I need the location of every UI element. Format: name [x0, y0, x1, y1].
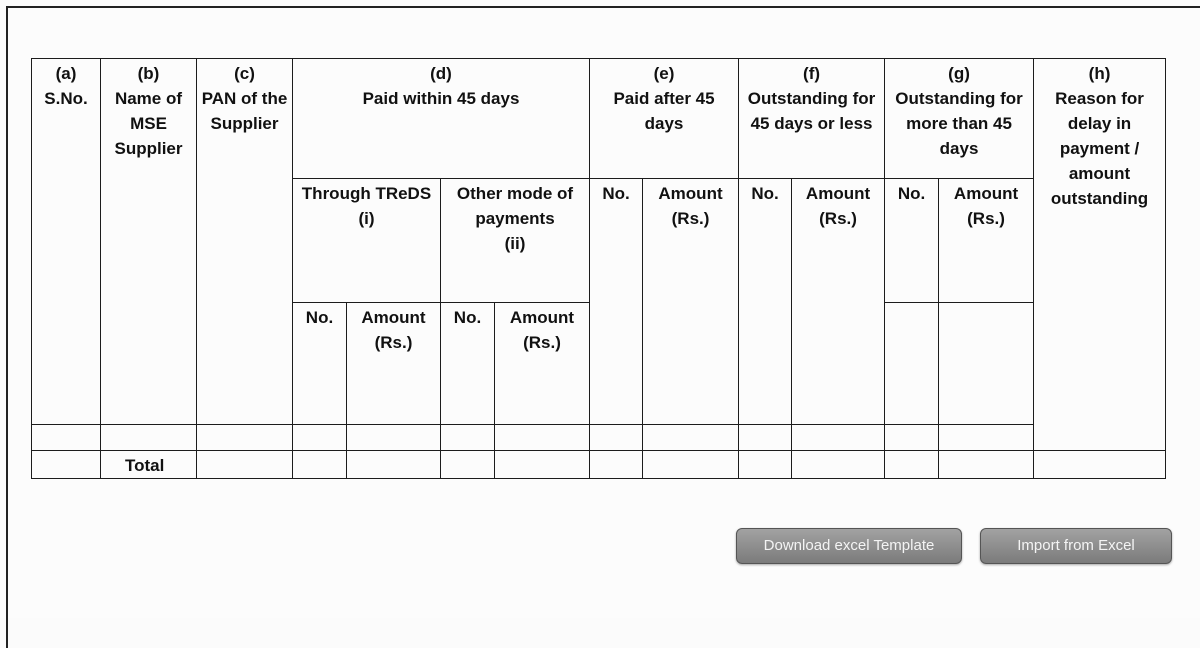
cell-g-amount-blank [939, 303, 1034, 425]
table-cell[interactable] [739, 425, 792, 451]
table-cell[interactable] [293, 425, 347, 451]
header-supplier-name [101, 59, 197, 425]
table-cell[interactable] [885, 451, 939, 479]
table-cell[interactable] [495, 451, 590, 479]
col-d-ii-no: No. [441, 303, 495, 425]
cell-g-no-blank [885, 303, 939, 425]
table-cell[interactable] [101, 425, 197, 451]
msme-payment-table [31, 58, 1166, 479]
header-letter: (g) [948, 64, 970, 83]
table-cell[interactable] [643, 451, 739, 479]
import-from-excel-button[interactable]: Import from Excel [980, 528, 1172, 564]
header-title: Paid after 45 days [613, 89, 715, 133]
header-letter: (f) [803, 64, 821, 83]
col-e-amount: Amount (Rs.) [643, 179, 739, 425]
table-cell[interactable] [347, 425, 441, 451]
header-paid-after-45 [590, 59, 739, 179]
col-d-i-amount: Amount (Rs.) [347, 303, 441, 425]
subheader-through-treds [293, 179, 441, 303]
header-paid-within-45 [293, 59, 590, 179]
header-title: Name of MSE Supplier [114, 89, 183, 158]
header-title: Outstanding for 45 days or less [747, 89, 876, 133]
header-letter: (b) [137, 64, 160, 83]
col-e-no: No. [590, 179, 643, 425]
table-cell[interactable] [939, 425, 1034, 451]
header-sno [32, 59, 101, 425]
col-g-no: No. [885, 179, 939, 303]
header-letter: (c) [234, 64, 255, 83]
table-cell[interactable] [1034, 451, 1166, 479]
table-cell[interactable] [939, 451, 1034, 479]
download-excel-template-button[interactable]: Download excel Template [736, 528, 962, 564]
table-cell[interactable] [590, 425, 643, 451]
subheader-title: Other mode of payments [456, 184, 574, 228]
total-label: Total [101, 451, 197, 479]
table-cell[interactable] [885, 425, 939, 451]
subheader-title: Through TReDS [301, 184, 432, 203]
col-g-amount: Amount (Rs.) [939, 179, 1034, 303]
table-cell [32, 451, 101, 479]
header-outstanding-more-45 [885, 59, 1034, 179]
header-title: Paid within 45 days [362, 89, 520, 108]
header-outstanding-45-or-less [739, 59, 885, 179]
table-cell[interactable] [441, 425, 495, 451]
subheader-roman: (ii) [504, 234, 526, 253]
table-cell[interactable] [495, 425, 590, 451]
table-cell[interactable] [590, 451, 643, 479]
table-cell[interactable] [197, 425, 293, 451]
col-d-ii-amount: Amount (Rs.) [495, 303, 590, 425]
header-letter: (e) [653, 64, 675, 83]
header-title: PAN of the Supplier [201, 89, 288, 133]
header-title: Outstanding for more than 45 days [895, 89, 1023, 158]
table-cell[interactable] [643, 425, 739, 451]
table-cell[interactable] [792, 425, 885, 451]
header-title: Reason for delay in payment / amount outstanding [1050, 89, 1149, 208]
header-reason-for-delay [1034, 59, 1166, 451]
table-cell[interactable] [792, 451, 885, 479]
header-supplier-pan [197, 59, 293, 425]
col-d-i-no: No. [293, 303, 347, 425]
table-cell[interactable] [441, 451, 495, 479]
col-f-amount: Amount (Rs.) [792, 179, 885, 425]
total-row [32, 451, 1166, 479]
header-title: S.No. [44, 89, 88, 108]
table-row [32, 425, 1166, 451]
table-cell[interactable] [347, 451, 441, 479]
table-cell[interactable] [293, 451, 347, 479]
col-f-no: No. [739, 179, 792, 425]
header-letter: (a) [55, 64, 77, 83]
subheader-other-mode [441, 179, 590, 303]
table-cell[interactable] [32, 425, 101, 451]
subheader-roman: (i) [358, 209, 375, 228]
header-letter: (d) [430, 64, 452, 83]
table-cell[interactable] [739, 451, 792, 479]
header-letter: (h) [1088, 64, 1111, 83]
table-cell[interactable] [197, 451, 293, 479]
